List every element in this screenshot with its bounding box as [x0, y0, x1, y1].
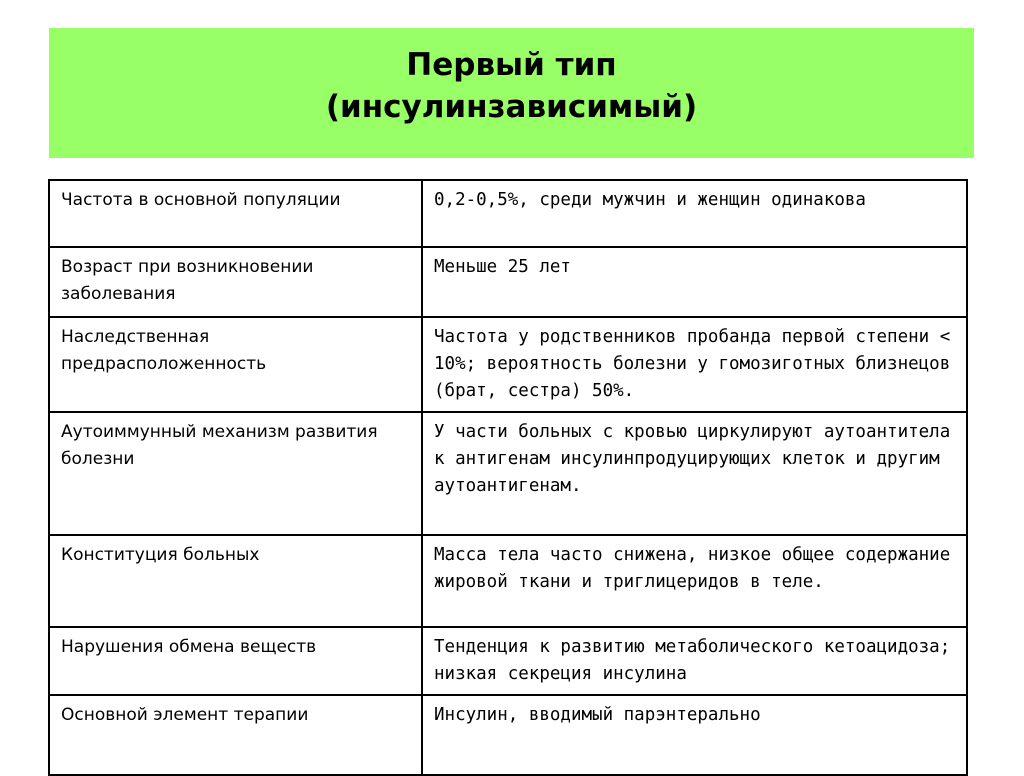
row-label: Наследственная предрасположенность: [49, 317, 422, 412]
row-label: Аутоиммунный механизм развития болезни: [49, 412, 422, 535]
row-value: Тенденция к развитию метаболического кетоацидоза; низкая секреция инсулина: [422, 627, 967, 695]
title-banner: [49, 28, 974, 158]
diabetes-type1-table: [48, 179, 968, 776]
table-row: [49, 317, 967, 412]
row-label: Нарушения обмена веществ: [49, 627, 422, 695]
table-row: [49, 247, 967, 317]
table-row: [49, 180, 967, 247]
row-label: Возраст при возникновении заболевания: [49, 247, 422, 317]
slide-title-line-2: (инсулинзависимый): [325, 89, 698, 125]
row-label: Частота в основной популяции: [49, 180, 422, 247]
row-value: 0,2-0,5%, среди мужчин и женщин одинакова: [422, 180, 967, 247]
row-value: Меньше 25 лет: [422, 247, 967, 317]
table-row: [49, 695, 967, 775]
comparison-table-container: [48, 179, 968, 776]
row-label: Конституция больных: [49, 535, 422, 627]
row-value: У части больных с кровью циркулируют аутоантитела к антигенам инсулинпродуцирующих клеток и другим аутоантигенам.: [422, 412, 967, 535]
row-value: Частота у родственников пробанда первой степени < 10%; вероятность болезни у гомозиготных близнецов (брат, сестра) 50%.: [422, 317, 967, 412]
row-value: Масса тела часто снижена, низкое общее содержание жировой ткани и триглицеридов в теле.: [422, 535, 967, 627]
table-row: [49, 627, 967, 695]
row-value: Инсулин, вводимый парэнтерально: [422, 695, 967, 775]
slide-title-line-1: Первый тип: [406, 47, 617, 83]
table-row: [49, 412, 967, 535]
table-row: [49, 535, 967, 627]
row-label: Основной элемент терапии: [49, 695, 422, 775]
